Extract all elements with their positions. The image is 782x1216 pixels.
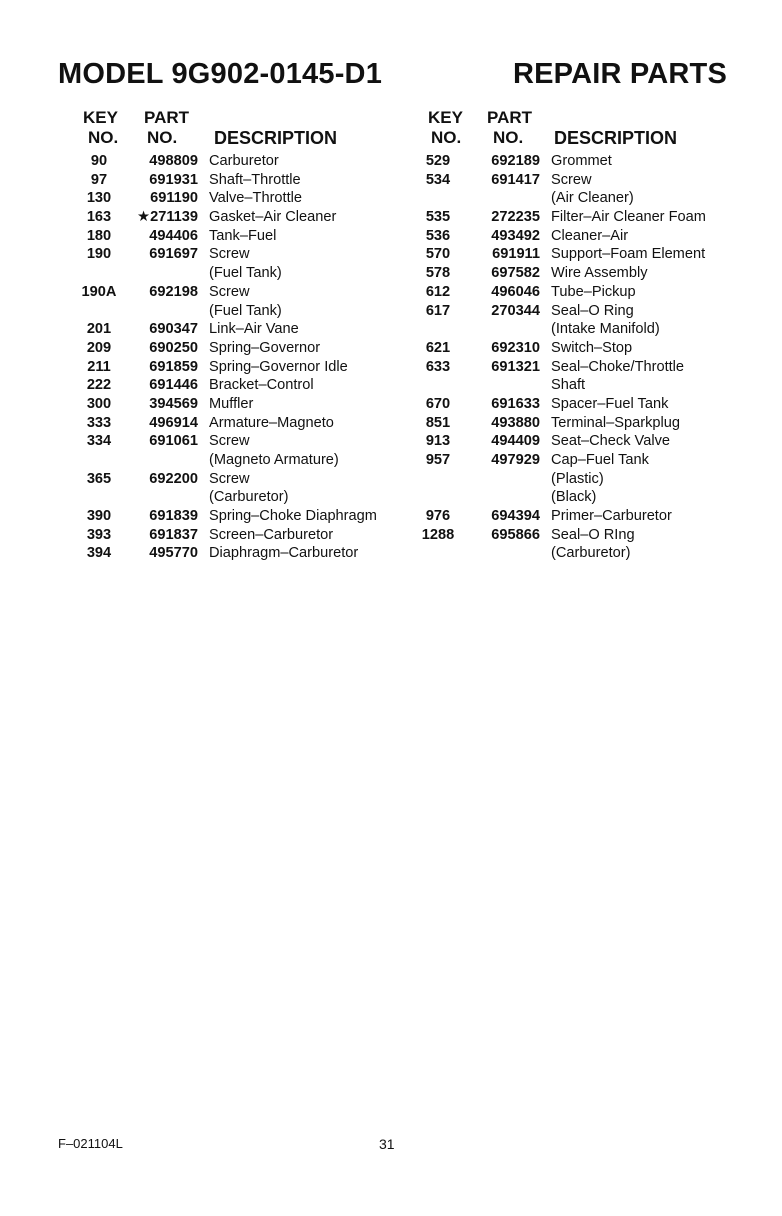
table-row — [403, 283, 782, 302]
table-row — [58, 395, 438, 414]
table-row — [403, 507, 782, 526]
part-description: Armature–Magneto — [209, 414, 334, 431]
parts-table-right — [403, 108, 782, 563]
table-row — [403, 339, 782, 358]
key-header-line2: NO. — [88, 128, 119, 147]
key-number: 393 — [86, 526, 112, 543]
key-number: 536 — [425, 227, 451, 244]
key-number: 570 — [425, 246, 451, 263]
part-number: 694394 — [491, 508, 540, 525]
key-number: 535 — [425, 209, 451, 226]
part-number: 496914 — [149, 414, 198, 431]
part-description: Screen–Carburetor — [209, 526, 334, 543]
part-description: (Intake Manifold) — [551, 321, 660, 338]
key-header-line2: NO. — [431, 128, 462, 147]
part-number: 691417 — [491, 171, 540, 188]
part-number: 498809 — [149, 153, 198, 169]
part-number: 691859 — [149, 358, 198, 375]
key-number: 394 — [86, 545, 112, 562]
key-number: 390 — [86, 508, 112, 525]
part-header-line1: PART — [487, 108, 533, 127]
part-description: (Carburetor) — [209, 489, 289, 506]
table-row — [403, 189, 782, 208]
part-description: Cap–Fuel Tank — [551, 452, 649, 468]
part-number: 697582 — [491, 265, 540, 282]
part-number: 493492 — [491, 227, 540, 244]
part-number: 691633 — [491, 395, 540, 412]
table-row — [58, 451, 438, 470]
part-number: 272235 — [491, 209, 540, 226]
key-number: 190 — [86, 246, 112, 263]
part-description: Support–Foam Element — [551, 246, 706, 263]
table-row — [58, 376, 438, 395]
key-number: 201 — [86, 321, 112, 338]
table-row — [403, 208, 782, 227]
table-row — [58, 507, 438, 526]
part-description: (Fuel Tank) — [209, 265, 282, 282]
part-number: 691321 — [491, 358, 540, 375]
page-number: 31 — [379, 1136, 395, 1152]
part-description: Spring–Governor Idle — [209, 358, 348, 375]
part-description: Primer–Carburetor — [551, 508, 672, 525]
part-description: Carburetor — [209, 153, 279, 169]
part-description: (Carburetor) — [551, 545, 631, 562]
part-description: Terminal–Sparkplug — [551, 414, 680, 431]
description-header: DESCRIPTION — [214, 128, 338, 148]
key-number: 190A — [81, 283, 117, 300]
part-description: Link–Air Vane — [209, 321, 299, 338]
part-number: 270344 — [491, 302, 540, 319]
table-row — [58, 414, 438, 433]
part-number: 695866 — [491, 526, 540, 543]
table-row — [58, 245, 438, 264]
key-number: 976 — [425, 508, 451, 525]
table-row — [58, 526, 438, 545]
key-number: 957 — [425, 452, 451, 468]
part-description: Shaft–Throttle — [209, 171, 301, 188]
key-number: 578 — [425, 265, 451, 282]
table-row — [403, 302, 782, 321]
table-row — [403, 320, 782, 339]
part-description: (Magneto Armature) — [209, 452, 339, 468]
part-number: 494406 — [149, 227, 198, 244]
key-number: 211 — [87, 358, 111, 375]
key-header-line1: KEY — [428, 108, 463, 127]
part-description: Bracket–Control — [209, 377, 314, 394]
table-row — [58, 264, 438, 283]
part-description: Screw — [209, 470, 250, 487]
part-number: 692198 — [149, 283, 198, 300]
part-description: Seal–O RIng — [551, 526, 635, 543]
part-description: Switch–Stop — [551, 339, 633, 356]
key-number: 97 — [90, 171, 108, 188]
part-description: (Fuel Tank) — [209, 302, 282, 319]
key-number: 612 — [425, 283, 451, 300]
table-row — [403, 432, 782, 451]
part-description: Screw — [551, 171, 592, 188]
part-number: 497929 — [491, 452, 540, 468]
key-number: 222 — [86, 377, 112, 394]
section-title: REPAIR PARTS — [513, 58, 728, 90]
table-row — [403, 227, 782, 246]
table-header-right — [403, 108, 782, 150]
key-number: 130 — [86, 190, 112, 207]
parts-table-left — [58, 108, 438, 563]
table-row — [403, 358, 782, 377]
part-description: (Plastic) — [551, 470, 604, 487]
part-number: 691911 — [492, 246, 540, 263]
key-number: 163 — [86, 209, 112, 226]
part-description: Screw — [209, 246, 250, 263]
table-row — [403, 488, 782, 507]
table-row — [403, 171, 782, 190]
part-description: Valve–Throttle — [209, 190, 303, 207]
part-description: (Air Cleaner) — [551, 190, 634, 207]
key-number: 529 — [425, 153, 451, 169]
part-number: 691446 — [149, 377, 198, 394]
description-header: DESCRIPTION — [554, 128, 678, 148]
document-code: F–021104L — [58, 1136, 123, 1151]
part-description: Seat–Check Valve — [551, 433, 670, 450]
part-description: Shaft — [551, 377, 586, 394]
table-row — [403, 470, 782, 489]
part-description: Spring–Governor — [209, 339, 321, 356]
part-description: Grommet — [551, 153, 612, 169]
key-number: 365 — [86, 470, 112, 487]
parts-list-right — [403, 152, 782, 563]
parts-list-left — [58, 152, 438, 563]
table-row — [58, 302, 438, 321]
part-header-line1: PART — [144, 108, 190, 127]
part-number: 691190 — [150, 190, 198, 207]
table-row — [403, 414, 782, 433]
part-number: 690347 — [149, 321, 198, 338]
part-number: 691697 — [149, 246, 198, 263]
part-number: 690250 — [149, 339, 198, 356]
key-number: 209 — [86, 339, 112, 356]
part-description: Diaphragm–Carburetor — [209, 545, 359, 562]
table-row — [58, 171, 438, 190]
table-row — [403, 152, 782, 171]
part-number: 495770 — [149, 545, 198, 562]
key-number: 334 — [86, 433, 112, 450]
part-description: Cleaner–Air — [551, 227, 629, 244]
table-row — [58, 227, 438, 246]
part-number: 691061 — [149, 433, 198, 450]
table-row — [58, 470, 438, 489]
part-number: 394569 — [149, 395, 198, 412]
table-row — [403, 451, 782, 470]
table-row — [58, 320, 438, 339]
table-header-left — [58, 108, 438, 150]
table-row — [58, 152, 438, 171]
key-number: 1288 — [421, 526, 455, 543]
part-number: 692310 — [491, 339, 540, 356]
key-number: 851 — [425, 414, 451, 431]
part-number: 496046 — [491, 283, 540, 300]
table-row — [403, 245, 782, 264]
part-number: 691931 — [149, 171, 198, 188]
part-description: Wire Assembly — [551, 265, 648, 282]
part-description: Seal–O Ring — [551, 302, 634, 319]
table-row — [58, 432, 438, 451]
table-row — [403, 395, 782, 414]
part-description: (Black) — [551, 489, 597, 506]
part-number: ★271139 — [137, 209, 198, 226]
part-number: 493880 — [491, 414, 540, 431]
table-row — [58, 208, 438, 227]
part-number: 692189 — [491, 153, 540, 169]
part-description: Spring–Choke Diaphragm — [209, 508, 377, 525]
key-number: 913 — [425, 433, 451, 450]
part-description: Screw — [209, 283, 250, 300]
key-number: 534 — [425, 171, 451, 188]
table-row — [58, 283, 438, 302]
table-row — [58, 189, 438, 208]
key-number: 670 — [425, 395, 451, 412]
table-row — [403, 526, 782, 545]
part-description: Seal–Choke/Throttle — [551, 358, 685, 375]
part-description: Spacer–Fuel Tank — [551, 395, 669, 412]
part-number: 691839 — [149, 508, 198, 525]
part-description: Muffler — [209, 395, 254, 412]
key-number: 300 — [86, 395, 112, 412]
key-number: 90 — [90, 153, 108, 169]
part-number: 691837 — [149, 526, 198, 543]
key-number: 333 — [86, 414, 112, 431]
key-number: 633 — [425, 358, 451, 375]
model-title: MODEL 9G902-0145-D1 — [58, 58, 383, 90]
table-row — [403, 264, 782, 283]
table-row — [58, 358, 438, 377]
table-row — [58, 488, 438, 507]
part-header-line2: NO. — [493, 128, 524, 147]
table-row — [403, 544, 782, 563]
key-number: 617 — [425, 302, 451, 319]
key-header-line1: KEY — [83, 108, 118, 127]
key-number: 180 — [86, 227, 112, 244]
part-description: Screw — [209, 433, 250, 450]
key-number: 621 — [425, 339, 451, 356]
part-header-line2: NO. — [147, 128, 178, 147]
part-description: Gasket–Air Cleaner — [209, 209, 337, 226]
table-row — [403, 376, 782, 395]
part-number: 494409 — [491, 433, 540, 450]
part-description: Filter–Air Cleaner Foam — [551, 209, 706, 226]
table-row — [58, 544, 438, 563]
part-number: 692200 — [149, 470, 198, 487]
table-row — [58, 339, 438, 358]
part-description: Tank–Fuel — [209, 227, 277, 244]
part-description: Tube–Pickup — [551, 283, 636, 300]
